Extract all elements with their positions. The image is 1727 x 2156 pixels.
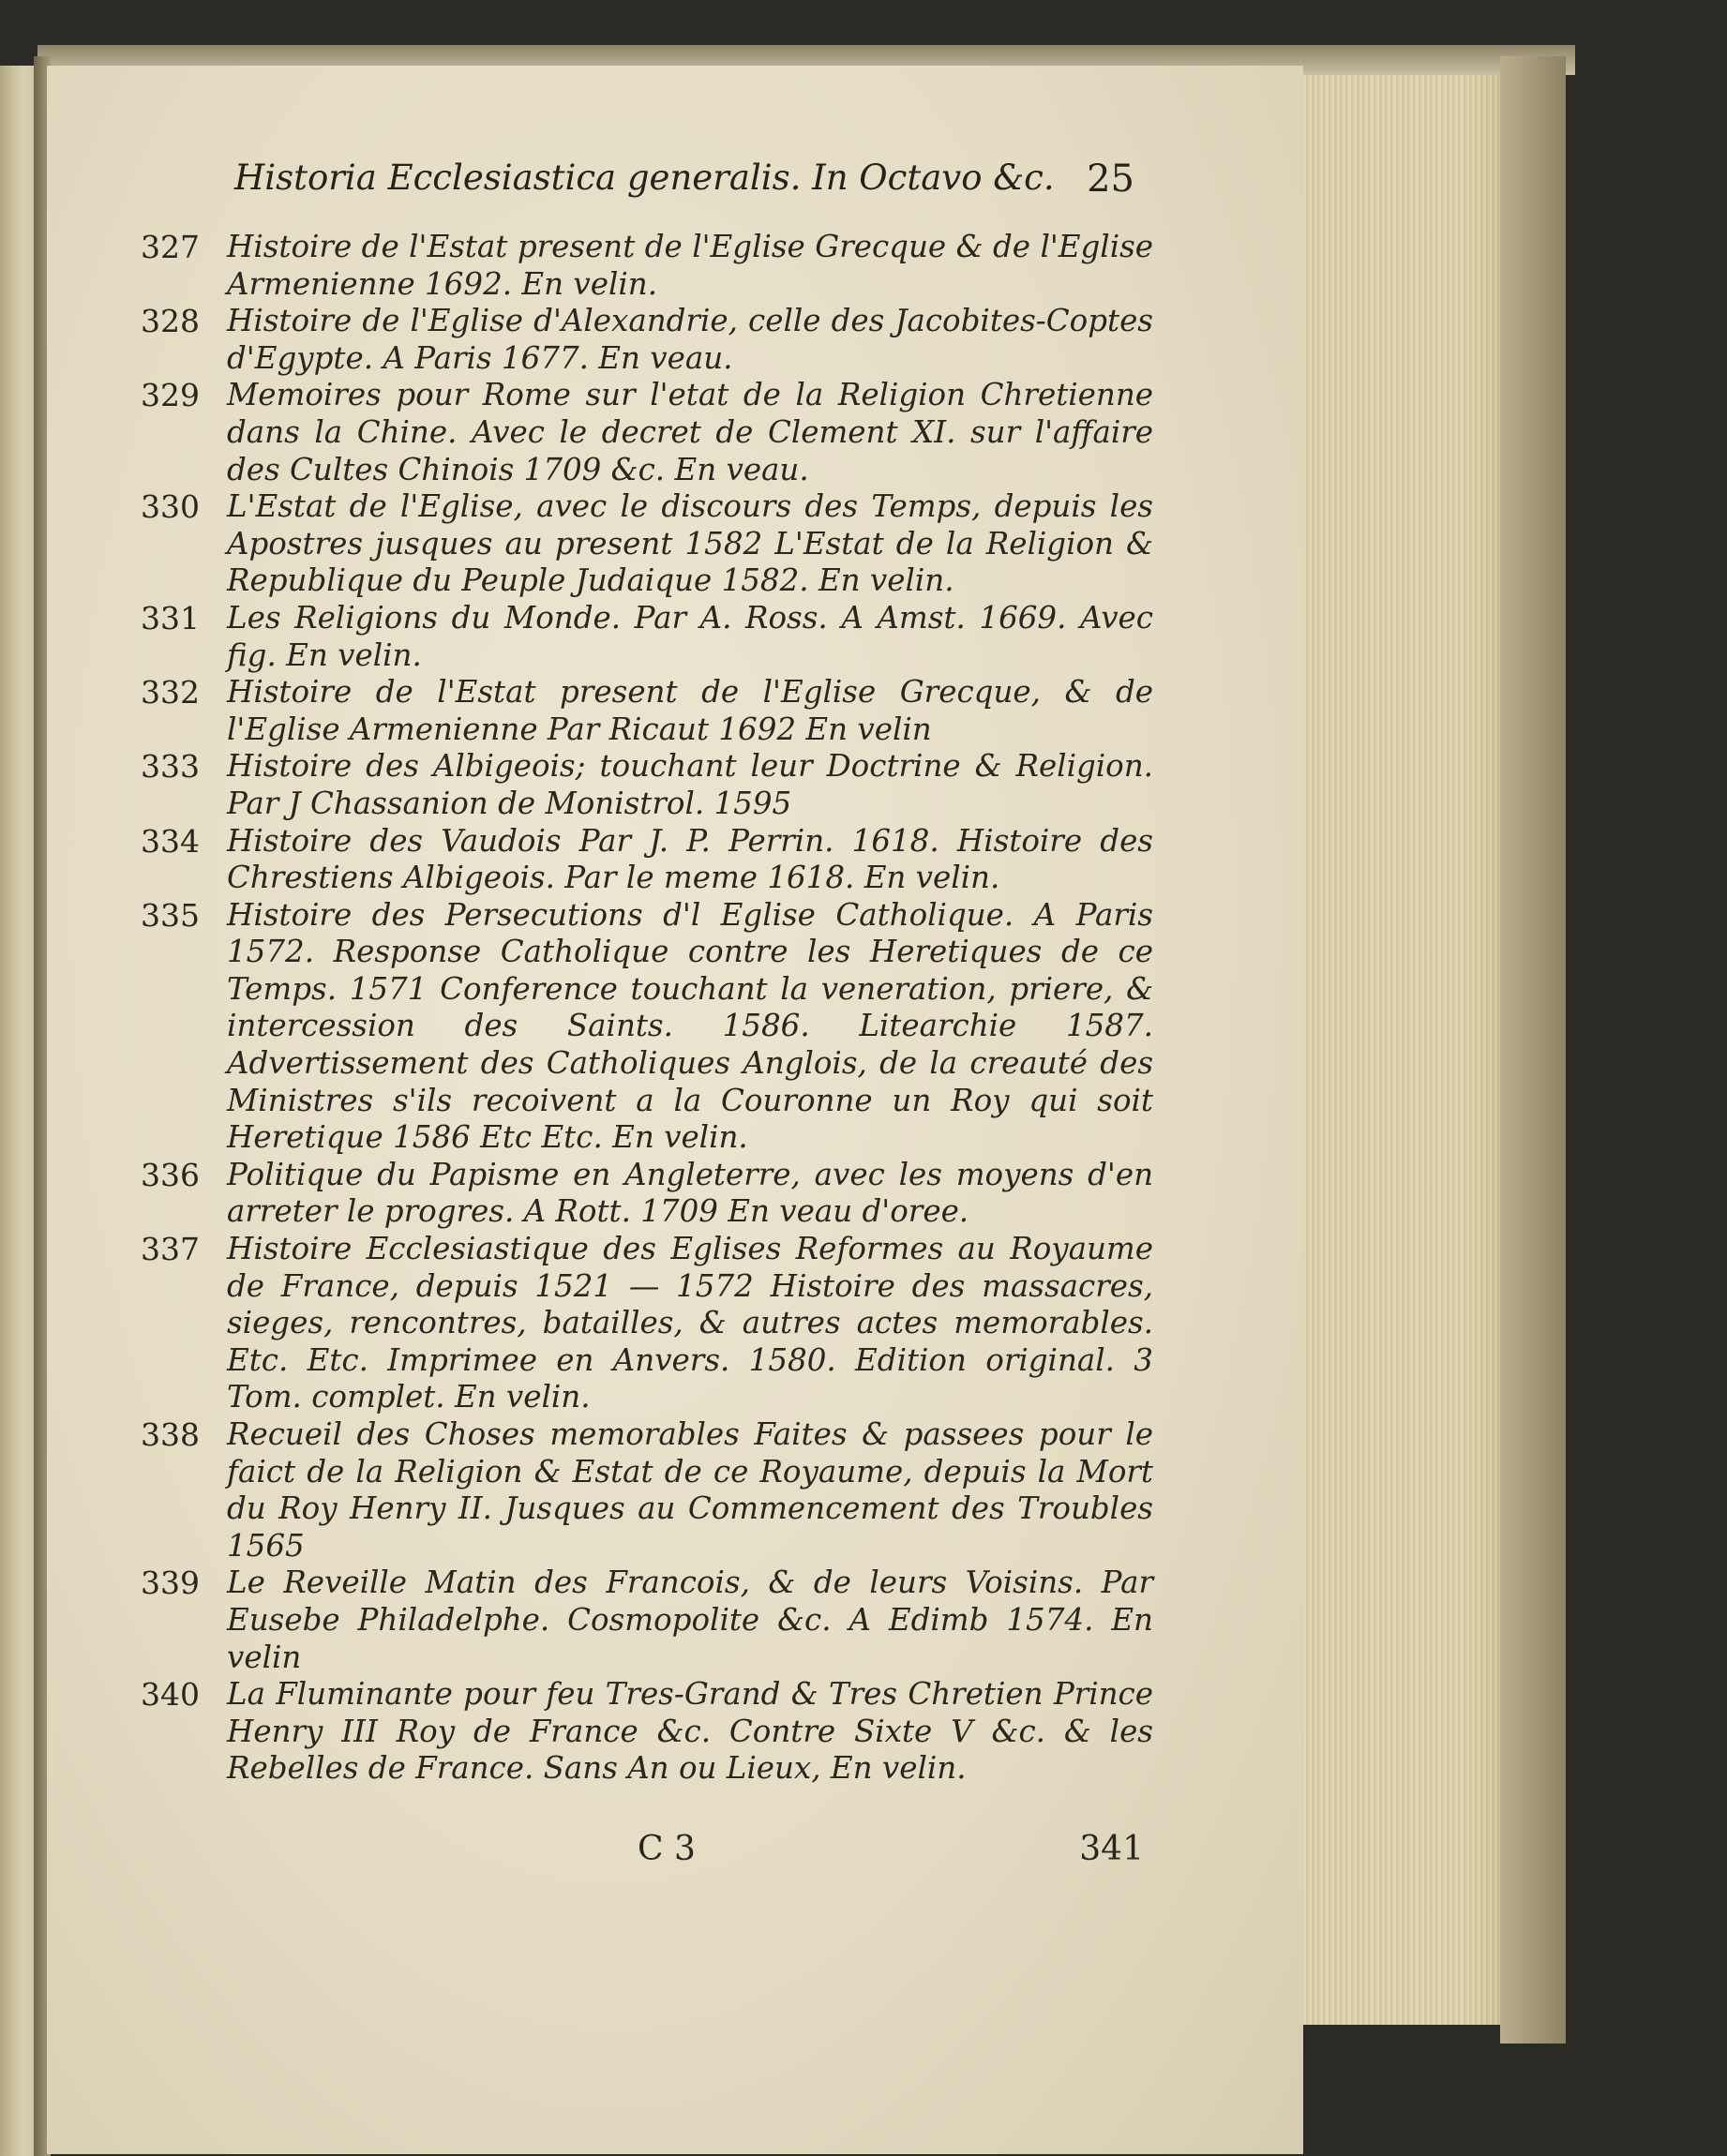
catalogue-entry bbox=[141, 229, 1153, 303]
catalogue-entry bbox=[141, 1157, 1153, 1231]
entry-number: 333 bbox=[141, 748, 200, 786]
catalogue-entries bbox=[141, 229, 1153, 1788]
entry-number: 336 bbox=[141, 1156, 200, 1193]
entry-number: 338 bbox=[141, 1416, 200, 1453]
entry-text: Les Religions du Monde. Par A. Ross. A Amst. 1669. Avec fig. En velin. bbox=[227, 599, 1153, 673]
catalogue-entry bbox=[141, 897, 1153, 1157]
signature-mark: C 3 bbox=[638, 1830, 696, 1868]
catalogue-entry bbox=[141, 1231, 1153, 1416]
entry-number: 332 bbox=[141, 674, 200, 711]
entry-number: 329 bbox=[141, 377, 200, 414]
entry-text: Histoire des Vaudois Par J. P. Perrin. 1618. Histoire des Chrestiens Albigeois. Par le meme 1618. En velin. bbox=[227, 822, 1153, 896]
catalogue-entry bbox=[141, 1676, 1153, 1788]
page-number: 25 bbox=[1087, 157, 1134, 201]
entry-text: Recueil des Choses memorables Faites & passees pour le faict de la Religion & Estat de ce Royaume, depuis la Mort du Roy Henry II. Jusques au Commencement des Troubles 1565 bbox=[227, 1416, 1153, 1564]
running-head: Historia Ecclesiastica generalis. In Octavo &c. bbox=[234, 157, 1055, 198]
entry-text: L'Estat de l'Eglise, avec le discours des Temps, depuis les Apostres jusques au present 1582 L'Estat de la Religion & Republique du Peuple Judaique 1582. En velin. bbox=[227, 488, 1153, 599]
entry-text: La Fluminante pour feu Tres-Grand & Tres Chretien Prince Henry III Roy de France &c. Contre Sixte V &c. & les Rebelles de France. Sans An ou Lieux, En velin. bbox=[227, 1676, 1153, 1787]
left-page-edge bbox=[0, 66, 38, 2156]
entry-number: 331 bbox=[141, 599, 200, 636]
entry-text: Politique du Papisme en Angleterre, avec les moyens d'en arreter le progres. A Rott. 1709 En veau d'oree. bbox=[227, 1156, 1153, 1230]
page-header bbox=[234, 157, 1134, 214]
entry-text: Memoires pour Rome sur l'etat de la Religion Chretienne dans la Chine. Avec le decret de Clement XI. sur l'affaire des Cultes Chinois 1709 &c. En veau. bbox=[227, 377, 1153, 487]
catalogue-entry bbox=[141, 674, 1153, 748]
book-cover-right bbox=[1500, 56, 1566, 2044]
entry-text: Histoire de l'Estat present de l'Eglise Grecque & de l'Eglise Armenienne 1692. En velin. bbox=[227, 229, 1153, 302]
entry-text: Le Reveille Matin des Francois, & de leurs Voisins. Par Eusebe Philadelphe. Cosmopolite &c. A Edimb 1574. En velin bbox=[227, 1565, 1153, 1675]
entry-text: Histoire Ecclesiastique des Eglises Reformes au Royaume de France, depuis 1521 — 1572 Histoire des massacres, sieges, rencontres, batailles, & autres actes memorables. Etc. Etc. Imprimee en Anvers. 1580. Edition original. 3 Tom. complet. En velin. bbox=[227, 1231, 1153, 1415]
catalogue-entry bbox=[141, 1416, 1153, 1565]
entry-number: 330 bbox=[141, 488, 200, 526]
entry-number: 328 bbox=[141, 303, 200, 340]
catalogue-entry bbox=[141, 1565, 1153, 1676]
catalogue-entry bbox=[141, 823, 1153, 897]
catalogue-entry bbox=[141, 377, 1153, 488]
entry-text: Histoire de l'Estat present de l'Eglise Grecque, & de l'Eglise Armenienne Par Ricaut 1692 En velin bbox=[227, 674, 1153, 747]
catalogue-entry bbox=[141, 488, 1153, 600]
entry-text: Histoire des Albigeois; touchant leur Doctrine & Religion. Par J Chassanion de Monistrol. 1595 bbox=[227, 748, 1153, 821]
entry-number: 327 bbox=[141, 229, 200, 265]
catalogue-entry bbox=[141, 303, 1153, 377]
catalogue-entry bbox=[141, 600, 1153, 674]
page-footer bbox=[638, 1830, 1144, 1877]
entry-number: 335 bbox=[141, 896, 200, 934]
entry-number: 334 bbox=[141, 822, 200, 860]
catchword: 341 bbox=[1079, 1830, 1144, 1868]
entry-text: Histoire des Persecutions d'l Eglise Catholique. A Paris 1572. Response Catholique contre les Heretiques de ce Temps. 1571 Conference touchant la veneration, priere, & intercession des Saints. 1586. Litearchie 1587. Advertissement des Catholiques Anglois, de la creauté des Ministres s'ils recoivent a la Couronne un Roy qui soit Heretique 1586 Etc Etc. En velin. bbox=[227, 896, 1153, 1156]
entry-number: 340 bbox=[141, 1676, 200, 1714]
catalogue-entry bbox=[141, 748, 1153, 822]
entry-number: 339 bbox=[141, 1565, 200, 1602]
entry-number: 337 bbox=[141, 1231, 200, 1268]
entry-text: Histoire de l'Eglise d'Alexandrie, celle des Jacobites-Coptes d'Egypte. A Paris 1677. En veau. bbox=[227, 303, 1153, 376]
